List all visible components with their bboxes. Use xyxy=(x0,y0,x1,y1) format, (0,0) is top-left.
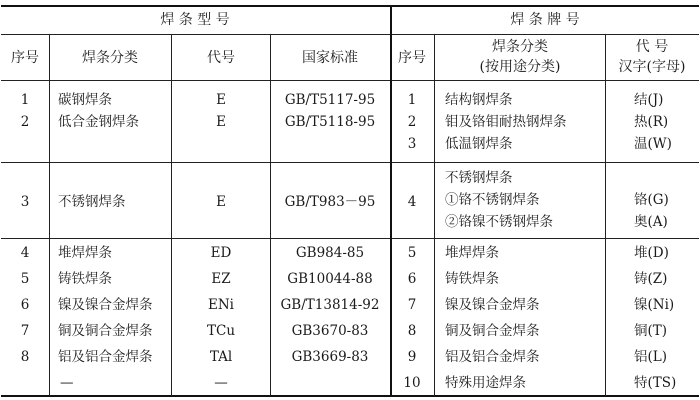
right-row-10-code: 特(TS) xyxy=(634,375,677,391)
left-row-7-name: 铜及铜合金焊条 xyxy=(58,323,153,339)
right-row-5-code: 堆(D) xyxy=(634,245,669,261)
left-row-4-seq: 4 xyxy=(20,245,30,261)
header-standard: 国家标准 xyxy=(302,50,358,66)
right-row-9-code: 铝(L) xyxy=(634,349,667,365)
left-row-6-standard: GB/T13814-92 xyxy=(280,297,380,313)
header-code-right-line2: 汉字(字母) xyxy=(618,59,686,75)
left-row-6-code: ENi xyxy=(208,297,234,313)
left-row-8-name: 铝及铝合金焊条 xyxy=(58,349,153,365)
left-section-title: 焊 条 型 号 xyxy=(160,12,230,28)
header-class: 焊条分类 xyxy=(82,50,138,66)
right-row-4-code2: 奥(A) xyxy=(634,214,668,230)
right-row-7-seq: 7 xyxy=(407,297,417,313)
left-row-9-code: — xyxy=(214,375,228,391)
right-row-3-name: 低温钢焊条 xyxy=(445,136,513,152)
rule-v-class xyxy=(171,34,172,396)
right-row-7-code: 镍(Ni) xyxy=(634,297,675,313)
rule-top xyxy=(1,5,699,7)
right-row-4-seq: 4 xyxy=(407,194,417,210)
right-row-1-seq: 1 xyxy=(407,92,417,108)
right-row-4-name: 不锈钢焊条 xyxy=(445,170,513,186)
left-row-5-code: EZ xyxy=(211,271,231,287)
left-row-1-standard: GB/T5117-95 xyxy=(284,92,376,108)
left-row-3-seq: 3 xyxy=(20,194,30,210)
left-row-6-name: 镍及镍合金焊条 xyxy=(58,297,153,313)
right-row-8-name: 铜及铜合金焊条 xyxy=(445,323,540,339)
left-row-7-standard: GB3670-83 xyxy=(291,323,369,339)
right-row-8-code: 铜(T) xyxy=(634,323,668,339)
left-row-4-name: 堆焊焊条 xyxy=(58,245,112,261)
right-row-5-name: 堆焊焊条 xyxy=(445,245,499,261)
header-code: 代号 xyxy=(207,50,235,66)
left-row-3-standard: GB/T983－95 xyxy=(284,194,376,210)
left-row-5-seq: 5 xyxy=(20,271,30,287)
left-row-2-standard: GB/T5118-95 xyxy=(284,114,376,130)
right-row-2-code: 热(R) xyxy=(634,114,669,130)
left-row-5-standard: GB10044-88 xyxy=(287,271,373,287)
header-code-right-line1: 代 号 xyxy=(635,39,669,55)
header-seq-right: 序号 xyxy=(398,50,426,66)
right-row-4-code1: 铬(G) xyxy=(634,192,669,208)
rule-v-seq-r xyxy=(434,34,435,396)
left-row-8-seq: 8 xyxy=(20,349,30,365)
right-row-8-seq: 8 xyxy=(407,323,417,339)
right-row-1-code: 结(J) xyxy=(634,92,664,108)
right-row-10-seq: 10 xyxy=(403,375,421,391)
header-seq: 序号 xyxy=(11,50,39,66)
right-row-2-seq: 2 xyxy=(407,114,417,130)
header-class-right-line1: 焊条分类 xyxy=(492,39,548,55)
left-row-1-seq: 1 xyxy=(20,92,30,108)
right-row-3-code: 温(W) xyxy=(634,136,672,152)
right-row-7-name: 镍及镍合金焊条 xyxy=(445,297,540,313)
left-row-4-code: ED xyxy=(210,245,232,261)
left-row-8-code: TAl xyxy=(209,349,233,365)
right-row-9-name: 铝及铝合金焊条 xyxy=(445,349,540,365)
right-row-1-name: 结构钢焊条 xyxy=(445,92,513,108)
right-row-10-name: 特殊用途焊条 xyxy=(445,375,526,391)
right-row-6-code: 铸(Z) xyxy=(634,271,668,287)
right-row-4-sub2: ②铬镍不锈钢焊条 xyxy=(445,214,553,230)
rule-title-bottom xyxy=(1,34,699,35)
left-row-9-seq: — xyxy=(60,375,74,391)
left-row-1-name: 碳钢焊条 xyxy=(58,92,112,108)
left-row-8-standard: GB3669-83 xyxy=(291,349,369,365)
right-row-2-name: 钼及铬钼耐热钢焊条 xyxy=(445,114,567,130)
rule-v-code-r xyxy=(605,34,606,396)
left-row-7-code: TCu xyxy=(206,323,236,339)
rule-group1-bottom xyxy=(1,162,699,163)
rule-bottom xyxy=(1,395,699,397)
left-row-2-name: 低合金钢焊条 xyxy=(58,114,139,130)
rule-v-middle xyxy=(390,5,392,396)
rule-header-bottom xyxy=(1,80,699,81)
right-row-3-seq: 3 xyxy=(407,136,417,152)
rule-v-code xyxy=(270,34,271,396)
left-row-2-seq: 2 xyxy=(20,114,30,130)
left-row-2-code: E xyxy=(216,114,226,130)
right-row-6-seq: 6 xyxy=(407,271,417,287)
rule-v-seq xyxy=(49,34,50,396)
right-row-5-seq: 5 xyxy=(407,245,417,261)
left-row-6-seq: 6 xyxy=(20,297,30,313)
header-class-right-line2: (按用途分类) xyxy=(479,59,561,75)
right-row-4-sub1: ①铬不锈钢焊条 xyxy=(445,192,540,208)
left-row-3-name: 不锈钢焊条 xyxy=(58,194,126,210)
right-row-9-seq: 9 xyxy=(407,349,417,365)
right-section-title: 焊 条 牌 号 xyxy=(510,12,580,28)
left-row-4-standard: GB984-85 xyxy=(295,245,365,261)
right-row-6-name: 铸铁焊条 xyxy=(445,271,499,287)
left-row-7-seq: 7 xyxy=(20,323,30,339)
left-row-1-code: E xyxy=(216,92,226,108)
left-row-5-name: 铸铁焊条 xyxy=(58,271,112,287)
left-row-3-code: E xyxy=(216,194,226,210)
rule-group2-bottom xyxy=(1,238,699,239)
